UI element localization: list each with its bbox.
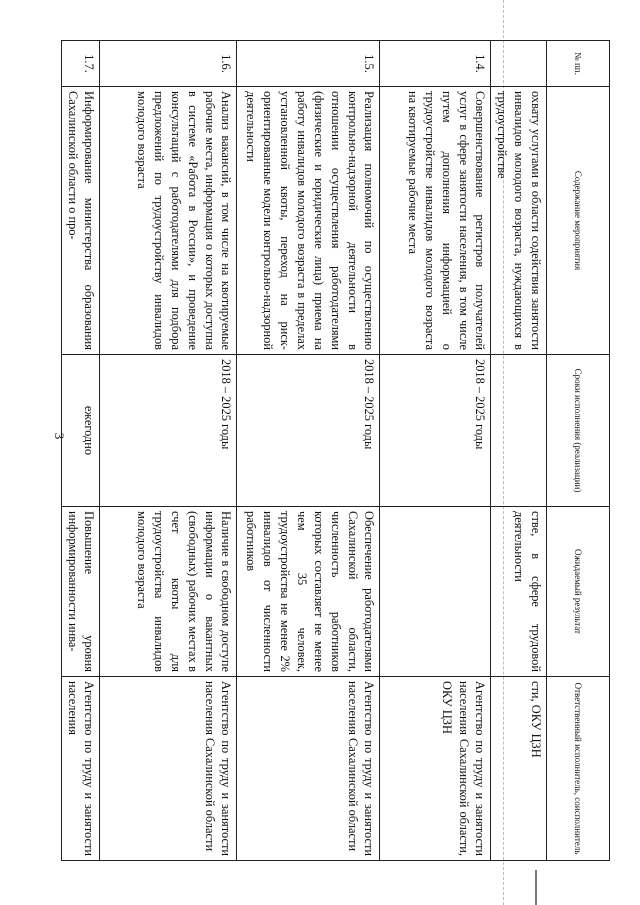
table-header-row xyxy=(547,41,610,861)
row-term: 2018 – 2025 годы xyxy=(237,355,380,507)
header-result: Ожидаемый результат xyxy=(547,507,610,677)
row-term: ежегодно xyxy=(61,355,100,507)
measures-table xyxy=(61,40,610,861)
table-row xyxy=(380,41,491,861)
row-num xyxy=(491,41,547,87)
table-row xyxy=(61,41,100,861)
table-row xyxy=(491,41,547,861)
row-content: Реализация полномочий по осуществлению контрольно-надзорной деятельности в отношении осуществления работодателями (физические и юридические лица) приема на работу инвалидов молодого возраста в пределах установленной квоты, переход на риск-ориентированные модели контрольно-надзорной деятельности xyxy=(237,87,380,355)
row-executor: Агентство по труду и занятости населения Сахалинской области, ОКУ ЦЗН xyxy=(380,677,491,861)
header-num: № пп. xyxy=(547,41,610,87)
row-result: стве, в сфере трудовой деятельности xyxy=(491,507,547,677)
row-term xyxy=(491,355,547,507)
header-content: Содержание мероприятия xyxy=(547,87,610,355)
row-term: 2018 – 2025 годы xyxy=(380,355,491,507)
row-result xyxy=(380,507,491,677)
row-content: охвату услугами в области содействия занятости инвалидов молодого возраста, нуждающихся в трудоустройстве xyxy=(491,87,547,355)
rotated-page xyxy=(65,40,610,860)
row-num: 1.7. xyxy=(61,41,100,87)
header-executor: Ответственный исполнитель, соисполнитель xyxy=(547,677,610,861)
row-num: 1.6. xyxy=(100,41,237,87)
row-num: 1.4. xyxy=(380,41,491,87)
row-term: 2018 – 2025 годы xyxy=(100,355,237,507)
row-result: Повышение уровня информированности инва- xyxy=(61,507,100,677)
row-executor: Агентство по труду и занятости населения Сахалинской области xyxy=(237,677,380,861)
page-number: 3 xyxy=(52,432,67,440)
row-executor: сти, ОКУ ЦЗН xyxy=(491,677,547,861)
row-content: Анализ вакансий, в том числе на квотируемые рабочие места, информация о которых доступна в системе «Работа в России», и проведение консультаций с работодателями для подбора предложений по трудоустройству инвалидов молодого возраста xyxy=(100,87,237,355)
table-row xyxy=(100,41,237,861)
table-row xyxy=(237,41,380,861)
margin-mark xyxy=(535,870,537,905)
header-term: Сроки исполнения (реализации) xyxy=(547,355,610,507)
row-num: 1.5. xyxy=(237,41,380,87)
row-executor: Агентство по труду и занятости населения xyxy=(61,677,100,861)
row-result: Обеспечение работодателями Сахалинской области, численность работников которых составляет не менее чем 35 человек, трудоустройства не менее 2% инвалидов от численности работников xyxy=(237,507,380,677)
row-content: Информирование министерства образования Сахалинской области о про- xyxy=(61,87,100,355)
row-executor: Агентство по труду и занятости населения Сахалинской области xyxy=(100,677,237,861)
row-result: Наличие в свободном доступе информации о вакантных (свободных) рабочих местах в счет квоты для трудоустройства инвалидов молодого возраста xyxy=(100,507,237,677)
row-content: Совершенствование регистров получателей услуг в сфере занятости населения, в том числе путем дополнения информацией о трудоустройстве инвалидов молодого возраста на квотируемые рабочие места xyxy=(380,87,491,355)
